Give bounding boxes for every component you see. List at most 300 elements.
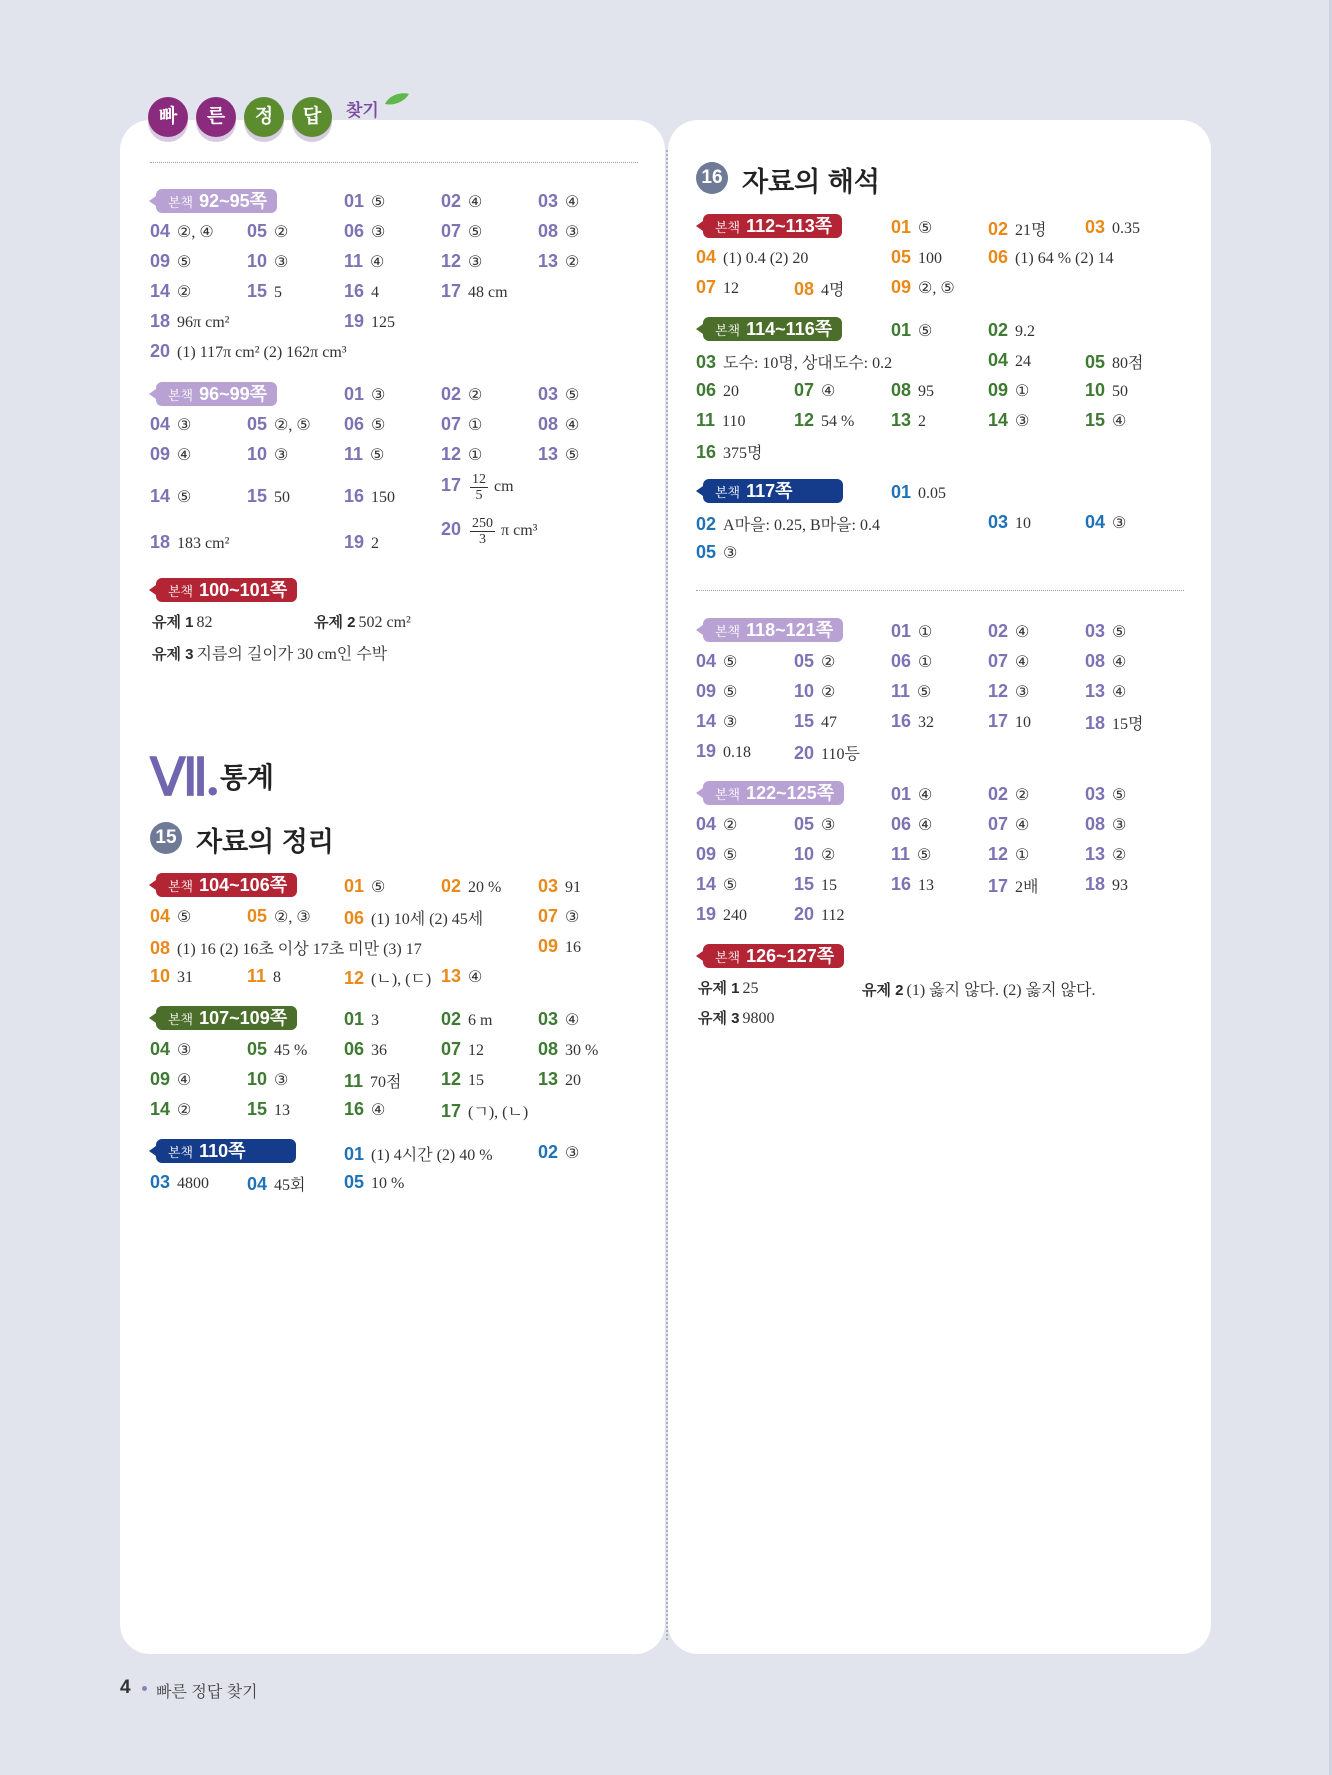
section-16-number: 16 (696, 162, 728, 194)
answer-value: 47 (821, 714, 838, 731)
answer-item (538, 1069, 581, 1090)
answer-value: 54 % (821, 413, 855, 430)
question-number: 06 (696, 380, 717, 400)
answer-value: ② (565, 254, 580, 271)
question-number: 08 (1085, 651, 1106, 671)
answer-value: 110 (722, 413, 746, 430)
answer-item (344, 221, 385, 242)
tag-prefix: 본책 (715, 787, 741, 802)
answer-item (344, 311, 395, 332)
answer-item (891, 621, 932, 642)
question-number: 05 (247, 1039, 268, 1059)
answer-value: ④ (565, 417, 580, 434)
answer-value: 8 (273, 969, 282, 986)
tag-prefix: 본책 (715, 950, 741, 965)
fraction-denominator: 5 (475, 488, 483, 503)
answer-value: ③ (565, 1145, 580, 1162)
answer-item (891, 844, 931, 865)
leaf-icon (384, 92, 410, 106)
chapter-title: 통계 (220, 762, 275, 793)
page-range-tag (703, 618, 843, 642)
question-number: 11 (247, 966, 267, 986)
answer-value: ⑤ (565, 387, 580, 404)
question-number: 유제 1 (152, 614, 194, 631)
answer-value: ④ (468, 194, 483, 211)
answer-item (344, 1172, 404, 1193)
tag-page-range: 110쪽 (199, 1141, 246, 1161)
answer-item (988, 681, 1029, 702)
question-number: 05 (891, 247, 912, 267)
answer-value: ④ (1015, 817, 1030, 834)
answer-item (794, 380, 835, 401)
answer-value: ① (918, 624, 933, 641)
question-number: 09 (538, 936, 559, 956)
question-number: 09 (150, 251, 171, 271)
answer-value: ②, ④ (177, 224, 214, 241)
answer-value: ⑤ (565, 447, 580, 464)
question-number: 12 (441, 251, 462, 271)
answer-value: 13 (918, 877, 935, 894)
answer-item (696, 440, 763, 463)
question-number: 07 (988, 651, 1009, 671)
answer-item (441, 221, 482, 242)
answer-value: 45 % (274, 1042, 308, 1059)
answer-value: ② (821, 654, 836, 671)
question-number: 03 (988, 512, 1009, 532)
answer-value: ③ (274, 254, 289, 271)
answer-item (891, 784, 932, 805)
answer-value: ⑤ (917, 847, 932, 864)
question-number: 06 (988, 247, 1009, 267)
answer-item (696, 542, 737, 563)
answer-value: ③ (177, 1042, 192, 1059)
answer-value: 110등 (821, 746, 860, 763)
answer-item (150, 1069, 191, 1090)
answer-value: ⑤ (371, 417, 386, 434)
answer-value: ②, ⑤ (274, 417, 311, 434)
answer-value: ⑤ (918, 323, 933, 340)
answer-item (247, 414, 311, 435)
answer-item (891, 681, 931, 702)
answer-value: ④ (821, 383, 836, 400)
answer-value: ① (468, 417, 483, 434)
answer-item (891, 711, 934, 732)
question-number: 15 (247, 486, 268, 506)
answer-item (1085, 711, 1144, 734)
question-number: 02 (441, 1009, 462, 1029)
question-number: 14 (696, 874, 717, 894)
answer-value: ④ (1015, 654, 1030, 671)
answer-value: ③ (371, 387, 386, 404)
question-number: 02 (441, 384, 462, 404)
question-number: 16 (344, 1099, 365, 1119)
answer-item (794, 410, 854, 431)
answer-value: ② (821, 684, 836, 701)
answer-value: 31 (177, 969, 194, 986)
answer-value: ③ (565, 224, 580, 241)
answer-value: ① (1015, 383, 1030, 400)
answer-value: ④ (1112, 684, 1127, 701)
question-number: 07 (441, 1039, 462, 1059)
answer-item (988, 410, 1029, 431)
question-number: 13 (538, 444, 559, 464)
answer-item (344, 876, 385, 897)
page-number: 4 (120, 1677, 131, 1698)
question-number: 03 (150, 1172, 171, 1192)
question-number: 08 (891, 380, 912, 400)
question-number: 20 (150, 341, 171, 361)
answer-item (344, 1069, 402, 1092)
question-number: 04 (696, 651, 717, 671)
answer-item (1085, 844, 1126, 865)
answer-value: 9800 (742, 1010, 775, 1027)
question-number: 15 (247, 281, 268, 301)
page-range-tag (703, 781, 844, 805)
question-number: 07 (696, 277, 717, 297)
answer-value: ③ (274, 447, 289, 464)
answer-value: (ㄱ), (ㄴ) (468, 1104, 529, 1121)
page-range-tag (156, 873, 297, 897)
answer-value: 91 (565, 879, 582, 896)
answer-value: 2 (371, 535, 380, 552)
question-number: 19 (344, 532, 365, 552)
question-number: 06 (344, 908, 365, 928)
tag-page-range: 126~127쪽 (746, 946, 835, 966)
answer-value: 50 (1112, 383, 1129, 400)
answer-value: ⑤ (723, 847, 738, 864)
answer-item (696, 410, 745, 431)
answer-value: 112 (821, 907, 845, 924)
answer-value: ① (1015, 847, 1030, 864)
answer-value: 100 (918, 250, 943, 267)
question-number: 10 (150, 966, 171, 986)
question-number: 07 (441, 414, 462, 434)
question-number: 유제 1 (698, 980, 740, 997)
question-number: 05 (696, 542, 717, 562)
answer-item (344, 191, 385, 212)
question-number: 10 (247, 1069, 268, 1089)
tag-page-range: 114~116쪽 (746, 319, 833, 339)
answer-value: 지름의 길이가 30 cm인 수박 (196, 646, 388, 663)
answer-item (152, 611, 213, 632)
answer-item (794, 844, 835, 865)
question-number: 14 (696, 711, 717, 731)
question-number: 11 (696, 410, 716, 430)
answer-item (696, 844, 737, 865)
question-number: 04 (696, 247, 717, 267)
question-number: 16 (344, 486, 365, 506)
answer-value: 80점 (1112, 355, 1144, 372)
answer-item (247, 444, 288, 465)
question-number: 06 (891, 814, 912, 834)
fraction-numerator: 250 (472, 516, 494, 531)
question-number: 01 (344, 384, 365, 404)
question-number: 10 (247, 444, 268, 464)
answer-value: 10 % (371, 1175, 405, 1192)
question-number: 13 (1085, 681, 1106, 701)
answer-item (150, 311, 229, 332)
question-number: 01 (891, 217, 912, 237)
answer-item (891, 814, 932, 835)
answer-value: ③ (821, 817, 836, 834)
answer-item (441, 1069, 484, 1090)
answer-value: ⑤ (177, 254, 192, 271)
answer-value: 24 (1015, 353, 1032, 370)
fraction (470, 516, 495, 547)
answer-item (696, 277, 739, 298)
answer-item (538, 1142, 579, 1163)
answer-value: 20 % (468, 879, 502, 896)
answer-item (150, 341, 347, 362)
answer-item (891, 217, 932, 238)
question-number: 17 (988, 876, 1009, 896)
answer-value: ② (1015, 787, 1030, 804)
answer-value: ① (468, 447, 483, 464)
answer-value: 12 (468, 1042, 485, 1059)
answer-value: 15명 (1112, 716, 1144, 733)
answer-item (1085, 651, 1126, 672)
question-number: 06 (344, 221, 365, 241)
question-number: 12 (441, 1069, 462, 1089)
question-number: 08 (538, 414, 559, 434)
answer-item (150, 532, 229, 553)
question-number: 15 (1085, 410, 1106, 430)
answer-item (698, 1007, 775, 1028)
answer-item (150, 966, 193, 987)
question-number: 13 (441, 966, 462, 986)
answer-value: ③ (177, 417, 192, 434)
answer-value: 48 cm (468, 284, 508, 301)
header-circle-4: 답 (292, 97, 332, 137)
footer-bullet (142, 1686, 147, 1691)
answer-value: ④ (371, 1102, 386, 1119)
answer-item (696, 380, 739, 401)
center-divider (666, 150, 668, 1640)
answer-item (538, 1039, 598, 1060)
answer-value: ④ (177, 447, 192, 464)
question-number: 17 (441, 1101, 462, 1121)
question-number: 18 (150, 532, 171, 552)
page-range-tag (703, 317, 842, 341)
answer-value: ② (177, 284, 192, 301)
answer-item (1085, 350, 1144, 373)
question-number: 14 (150, 281, 171, 301)
question-number: 09 (696, 844, 717, 864)
tag-prefix: 본책 (715, 220, 741, 235)
question-number: 03 (696, 352, 717, 372)
answer-value: ③ (274, 1072, 289, 1089)
answer-value: ⑤ (723, 684, 738, 701)
answer-item (441, 444, 482, 465)
answer-value: 70점 (370, 1074, 402, 1091)
question-number: 03 (538, 191, 559, 211)
question-number: 19 (344, 311, 365, 331)
answer-item (150, 906, 191, 927)
answer-item (344, 1099, 385, 1120)
question-number: 06 (891, 651, 912, 671)
answer-value: ④ (177, 1072, 192, 1089)
header-circle-2: 른 (196, 97, 236, 137)
answer-item (247, 486, 290, 507)
answer-item (150, 281, 191, 302)
answer-value: 15 (821, 877, 838, 894)
answer-value: ② (177, 1102, 192, 1119)
answer-item (441, 1009, 492, 1030)
answer-item (344, 906, 483, 929)
answer-value: ③ (565, 909, 580, 926)
fraction (470, 472, 488, 503)
answer-value: 15 (468, 1072, 485, 1089)
answer-item (538, 384, 579, 405)
answer-value: 50 (274, 489, 291, 506)
answer-value: 4800 (177, 1175, 210, 1192)
question-number: 03 (1085, 217, 1106, 237)
answer-item (891, 482, 946, 503)
question-number: 07 (441, 221, 462, 241)
answer-value: ④ (468, 969, 483, 986)
question-number: 03 (538, 876, 559, 896)
tag-prefix: 본책 (715, 485, 741, 500)
answer-value: 183 cm² (177, 535, 230, 552)
answer-item (1085, 621, 1126, 642)
answer-value: ③ (1015, 413, 1030, 430)
question-number: 03 (1085, 784, 1106, 804)
answer-value: ⑤ (370, 447, 385, 464)
question-number: 11 (891, 844, 911, 864)
question-number: 16 (891, 874, 912, 894)
answer-item (344, 444, 384, 465)
answer-item (988, 874, 1039, 897)
tag-prefix: 본책 (168, 1145, 194, 1160)
answer-item (1085, 814, 1126, 835)
tag-page-range: 112~113쪽 (746, 216, 833, 236)
answer-value: 0.18 (723, 744, 752, 761)
answer-value: 30 % (565, 1042, 599, 1059)
question-number: 07 (794, 380, 815, 400)
answer-value: ③ (1112, 817, 1127, 834)
tag-page-range: 107~109쪽 (199, 1008, 288, 1028)
question-number: 02 (988, 320, 1009, 340)
question-number: 02 (441, 191, 462, 211)
answer-value: ②, ③ (274, 909, 311, 926)
answer-value: 0.05 (918, 485, 947, 502)
answer-item (696, 814, 737, 835)
page-range-tag (156, 1139, 296, 1163)
question-number: 01 (891, 320, 912, 340)
answer-value: ⑤ (723, 877, 738, 894)
answer-item (538, 191, 579, 212)
answer-value: (1) 옳지 않다. (2) 옳지 않다. (906, 982, 1096, 999)
question-number: 02 (988, 621, 1009, 641)
question-number: 17 (988, 711, 1009, 731)
answer-item (150, 221, 214, 242)
answer-item (152, 641, 387, 664)
answer-value: 96π cm² (177, 314, 230, 331)
answer-value: 도수: 10명, 상대도수: 0.2 (723, 355, 893, 372)
question-number: 16 (696, 442, 717, 462)
answer-value: ④ (918, 787, 933, 804)
question-number: 06 (344, 414, 365, 434)
question-number: 08 (538, 221, 559, 241)
question-number: 03 (538, 384, 559, 404)
answer-value: A마을: 0.25, B마을: 0.4 (723, 517, 880, 534)
answer-item (794, 277, 845, 300)
question-number: 10 (1085, 380, 1106, 400)
answer-item (441, 516, 537, 547)
answer-item (344, 966, 431, 989)
answer-value: ⑤ (371, 194, 386, 211)
question-number: 04 (1085, 512, 1106, 532)
answer-value: 6 m (468, 1012, 493, 1029)
question-number: 07 (988, 814, 1009, 834)
answer-item (794, 741, 860, 764)
question-number: 05 (247, 221, 268, 241)
answer-item (538, 444, 579, 465)
answer-value: ⑤ (917, 684, 932, 701)
answer-item (150, 1099, 191, 1120)
question-number: 09 (150, 444, 171, 464)
question-number: 14 (988, 410, 1009, 430)
page-range-tag (703, 479, 843, 503)
question-number: 20 (794, 743, 815, 763)
answer-item (344, 1142, 493, 1165)
answer-item (698, 977, 759, 998)
question-number: 06 (344, 1039, 365, 1059)
question-number: 04 (150, 414, 171, 434)
footer-title: 빠른 정답 찾기 (156, 1684, 258, 1701)
tag-page-range: 122~125쪽 (746, 783, 835, 803)
answer-item (247, 966, 281, 987)
page-range-tag (156, 578, 297, 602)
answer-item (538, 1009, 579, 1030)
answer-value: 25 (742, 980, 759, 997)
question-number: 02 (988, 784, 1009, 804)
question-number: 11 (344, 444, 364, 464)
answer-value: ③ (723, 714, 738, 731)
answer-item (794, 814, 835, 835)
answer-item (150, 936, 422, 959)
answer-value: 0.35 (1112, 220, 1141, 237)
answer-value: ⑤ (468, 224, 483, 241)
tag-prefix: 본책 (168, 584, 194, 599)
answer-item (150, 1039, 191, 1060)
answer-value: 150 (371, 489, 396, 506)
answer-value: 12 (723, 280, 740, 297)
question-number: 10 (247, 251, 268, 271)
answer-value: ②, ⑤ (918, 280, 955, 297)
answer-item (247, 281, 282, 302)
question-number: 19 (696, 904, 717, 924)
header-circle-1: 빠 (148, 97, 188, 137)
answer-value: 375명 (723, 445, 763, 462)
answer-item (441, 966, 482, 987)
tag-prefix: 본책 (168, 195, 194, 210)
answer-value: ④ (565, 194, 580, 211)
question-number: 07 (538, 906, 559, 926)
fraction-denominator: 3 (479, 532, 487, 547)
question-number: 03 (1085, 621, 1106, 641)
answer-item (441, 876, 501, 897)
question-number: 10 (794, 844, 815, 864)
answer-item (344, 1039, 387, 1060)
answer-value: 9.2 (1015, 323, 1036, 340)
answer-item (538, 936, 581, 957)
answer-item (891, 320, 932, 341)
answer-item (696, 681, 737, 702)
answer-value: ③ (468, 254, 483, 271)
answer-value: ② (1112, 847, 1127, 864)
question-number: 13 (1085, 844, 1106, 864)
